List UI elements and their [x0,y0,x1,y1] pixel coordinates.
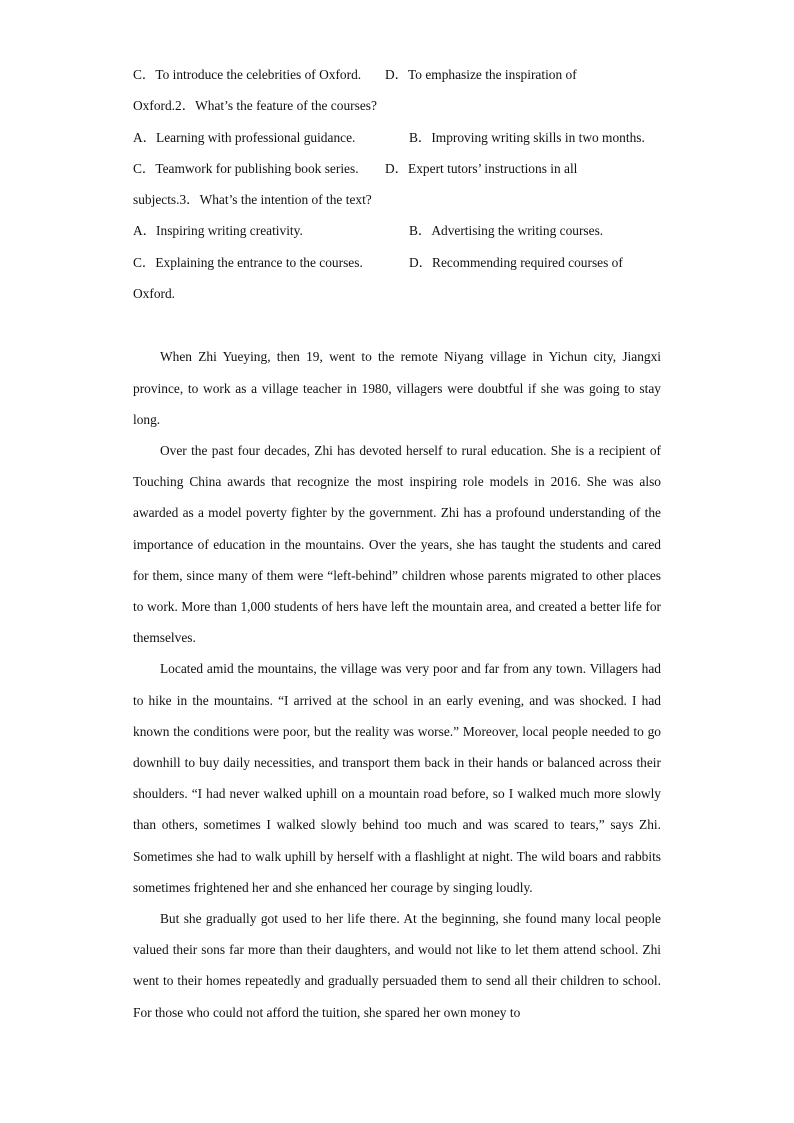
option-c-teamwork: C．Teamwork for publishing book series. [133,160,359,176]
question-options-line-1 [133,64,661,95]
option-d-inspiration: D．To emphasize the inspiration of [385,67,577,82]
passage-paragraph-3: Located amid the mountains, the village was very poor and far from any town. Villagers had to hike in the mountains. “I arrived at the school in an early evening, and was shocked. I had known the conditions were poor, but the reality was worse.” Moreover, local people needed to go downhill to buy daily necessities, and transport them back in their hands or balanced across their shoulders. “I had never walked uphill on a mountain road before, so I walked much more slowly than others, sometimes I walked slowly behind too much and was scared to tears,” says Zhi. Sometimes she had to walk uphill by herself with a flashlight at night. The wild boars and rabbits sometimes frightened her and she enhanced her courage by singing loudly. [133,661,661,895]
option-a-guidance: A．Learning with professional guidance. [133,129,356,145]
passage-paragraph-2: Over the past four decades, Zhi has devoted herself to rural education. She is a recipient of Touching China awards that recognize the most inspiring role models in 2016. She was also awarded as a model poverty fighter by the government. Zhi has a profound understanding of the importance of education in the mountains. Over the years, she has taught the students and cared for them, since many of them were “left-behind” children whose parents migrated to other places to work. More than 1,000 students of hers have left the mountain area, and created a better life for themselves. [133,442,661,646]
question-options-line-4 [133,158,661,189]
option-c-entrance: C．Explaining the entrance to the courses. [133,254,363,270]
question-3-text: subjects.3．What’s the intention of the text? [133,192,372,208]
option-b-writing-skills: B．Improving writing skills in two months. [409,129,645,145]
document-page [133,64,661,1028]
question-options-line-3 [133,127,661,158]
passage-paragraph-1: When Zhi Yueying, then 19, went to the remote Niyang village in Yichun city, Jiangxi province, to work as a village teacher in 1980, villagers were doubtful if she was going to stay long. [133,349,661,427]
option-b-advertising: B．Advertising the writing courses. [409,223,604,239]
question-options-line-7 [133,252,661,283]
question-2-line [133,95,661,126]
option-d-required-courses: D．Recommending required courses of [409,254,623,270]
question-2-text: Oxford.2．What’s the feature of the courses? [133,98,377,114]
question-3-line [133,189,661,220]
question-options-line-6 [133,220,661,251]
option-c-celebrities: C．To introduce the celebrities of Oxford. [133,67,362,82]
option-d-continuation: Oxford. [133,286,176,302]
reading-passage [133,341,661,1027]
question-options-line-8 [133,283,661,314]
option-d-expert-tutors: D．Expert tutors’ instructions in all [385,160,578,176]
passage-paragraph-4: But she gradually got used to her life there. At the beginning, she found many local people valued their sons far more than their daughters, and would not like to let them attend school. Zhi went to their homes repeatedly and gradually persuaded them to send all their children to school. For those who could not afford the tuition, she spared her own money to [133,911,661,1020]
option-a-creativity: A．Inspiring writing creativity. [133,223,303,239]
